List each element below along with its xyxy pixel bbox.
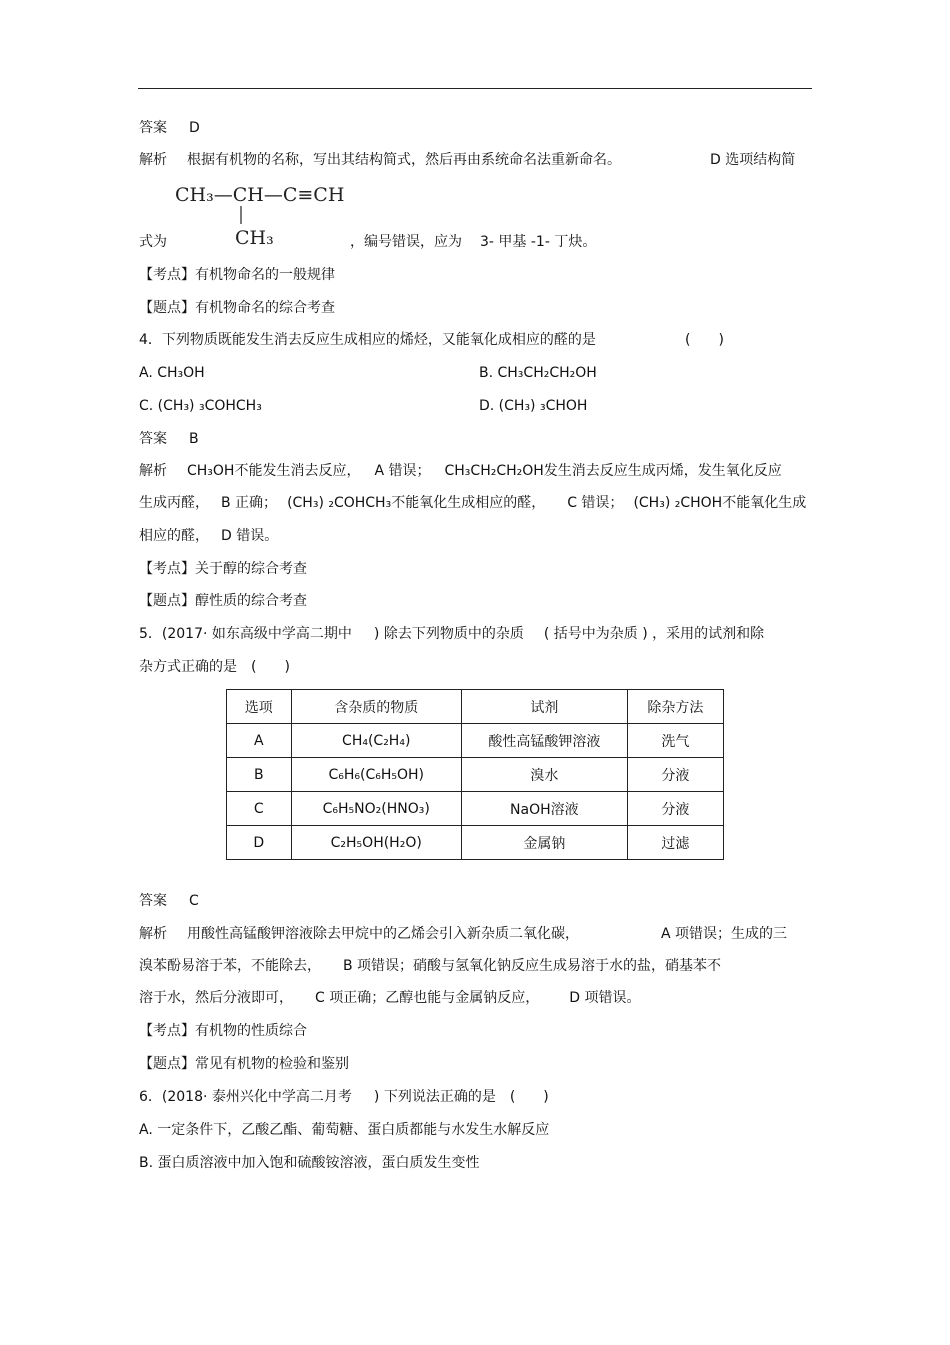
question-text-part: 5．(2017· 如东高级中学高二期中 <box>139 626 352 642</box>
table-cell: D <box>227 826 292 860</box>
table-cell: 分液 <box>627 792 723 826</box>
structure-branch: CH₃ <box>235 227 274 249</box>
question-text-part: ) 下列说法正确的是 <box>373 1089 496 1105</box>
answer-line <box>139 892 199 910</box>
table-row <box>227 758 724 792</box>
tidian-line: 【题点】醇性质的综合考查 <box>139 593 307 609</box>
table-cell: A <box>227 724 292 758</box>
tidian-line: 【题点】常见有机物的检验和鉴别 <box>139 1056 349 1072</box>
answer-bracket: ( ) <box>685 332 724 348</box>
structure-main-chain: CH₃—CH—C≡CH <box>175 184 345 206</box>
answer-value: C <box>189 893 199 909</box>
table-row <box>227 724 724 758</box>
kaodian-line: 【考点】关于醇的综合考查 <box>139 561 307 577</box>
table-cell: C₆H₅NO₂(HNO₃) <box>291 792 461 826</box>
answer-line <box>139 430 199 448</box>
analysis-text-part: (CH₃) ₂CHOH不能氧化生成 <box>633 495 807 511</box>
option-b: B. CH₃CH₂CH₂OH <box>479 365 597 381</box>
table-cell: 分液 <box>627 758 723 792</box>
answer-bracket: ( ) <box>509 1089 549 1105</box>
analysis-text-part: 3- 甲基 -1- 丁炔。 <box>480 234 597 250</box>
analysis-text-part: D 项错误。 <box>569 990 641 1006</box>
analysis-line <box>139 989 640 1007</box>
question-text-part: 6．(2018· 泰州兴化中学高二月考 <box>139 1089 352 1105</box>
analysis-text-part: 用酸性高锰酸钾溶液除去甲烷中的乙烯会引入新杂质二氧化碳， <box>187 926 579 942</box>
table-cell: 溴水 <box>461 758 627 792</box>
analysis-line <box>139 151 621 169</box>
table-cell: B <box>227 758 292 792</box>
question-stem <box>139 1088 549 1106</box>
structural-formula <box>175 180 350 250</box>
analysis-text-part: 相应的醛， <box>139 528 209 544</box>
analysis-text-part: C 错误； <box>567 495 624 511</box>
table-cell: 过滤 <box>627 826 723 860</box>
table-cell: C₂H₅OH(H₂O) <box>291 826 461 860</box>
table-header-cell: 选项 <box>227 690 292 724</box>
analysis-label: 解析 <box>139 463 167 479</box>
option-b: B. 蛋白质溶液中加入饱和硫酸铵溶液，蛋白质发生变性 <box>139 1155 480 1171</box>
analysis-text-part: B 正确； <box>221 495 278 511</box>
table-cell: C <box>227 792 292 826</box>
table-cell: 金属钠 <box>461 826 627 860</box>
analysis-text-part: B 项错误；硝酸与氢氧化钠反应生成易溶于水的盐，硝基苯不 <box>343 958 722 974</box>
analysis-line <box>139 925 579 943</box>
answer-bracket: ( ) <box>251 659 290 675</box>
answer-label: 答案 <box>139 120 167 136</box>
analysis-text: 根据有机物的名称，写出其结构简式，然后再由系统命名法重新命名。 <box>187 152 621 168</box>
answer-label: 答案 <box>139 893 167 909</box>
analysis-text-part: A 错误； <box>374 463 431 479</box>
analysis-text-part: 溴苯酚易溶于苯，不能除去， <box>139 958 321 974</box>
question-text-part: ( 括号中为杂质 ) ，采用的试剂和除 <box>543 626 765 642</box>
option-a: A. CH₃OH <box>139 365 205 381</box>
analysis-text <box>350 233 596 251</box>
table-cell: 酸性高锰酸钾溶液 <box>461 724 627 758</box>
analysis-label: 解析 <box>139 926 167 942</box>
analysis-text-end: D 选项结构简 <box>710 152 796 168</box>
table-row <box>227 792 724 826</box>
answer-label: 答案 <box>139 431 167 447</box>
analysis-text-part: D 错误。 <box>221 528 279 544</box>
table-header-cell: 试剂 <box>461 690 627 724</box>
analysis-text-part: CH₃CH₂CH₂OH发生消去反应生成丙烯，发生氧化反应 <box>444 463 782 479</box>
analysis-text-part: CH₃OH不能发生消去反应， <box>187 463 361 479</box>
analysis-text: 式为 <box>139 234 167 250</box>
analysis-line <box>139 233 167 251</box>
option-c: C. (CH₃) ₃COHCH₃ <box>139 398 262 414</box>
table-cell: 洗气 <box>627 724 723 758</box>
analysis-line <box>139 494 806 512</box>
analysis-text-part: C 项正确；乙醇也能与金属钠反应， <box>315 990 540 1006</box>
table-header-cell: 含杂质的物质 <box>291 690 461 724</box>
question-stem: 4．下列物质既能发生消去反应生成相应的烯烃，又能氧化成相应的醛的是 <box>139 332 596 348</box>
header-rule <box>138 88 812 89</box>
question-text-part: ) 除去下列物质中的杂质 <box>373 626 524 642</box>
analysis-text-part: 生成丙醛， <box>139 495 209 511</box>
answer-line <box>139 119 200 137</box>
answer-value: B <box>189 431 199 447</box>
table-cell: CH₄(C₂H₄) <box>291 724 461 758</box>
question-stem <box>139 658 290 676</box>
question-text-part: 杂方式正确的是 <box>139 659 237 675</box>
analysis-line <box>139 462 782 480</box>
tidian-line: 【题点】有机物命名的综合考查 <box>139 300 335 316</box>
analysis-line <box>139 957 721 975</box>
kaodian-line: 【考点】有机物的性质综合 <box>139 1023 307 1039</box>
table-cell: C₆H₆(C₆H₅OH) <box>291 758 461 792</box>
question-stem <box>139 625 764 643</box>
table-cell: NaOH溶液 <box>461 792 627 826</box>
options-table <box>226 689 724 860</box>
analysis-text-part: (CH₃) ₂COHCH₃不能氧化生成相应的醛， <box>287 495 546 511</box>
option-a: A. 一定条件下，乙酸乙酯、葡萄糖、蛋白质都能与水发生水解反应 <box>139 1122 550 1138</box>
analysis-text-part: 溶于水，然后分液即可， <box>139 990 293 1006</box>
table-header-cell: 除杂方法 <box>627 690 723 724</box>
table-header-row <box>227 690 724 724</box>
table-row <box>227 826 724 860</box>
answer-value: D <box>189 120 200 136</box>
analysis-text-part: ，编号错误，应为 <box>350 234 462 250</box>
analysis-label: 解析 <box>139 152 167 168</box>
analysis-line <box>139 527 278 545</box>
analysis-text-end: A 项错误；生成的三 <box>661 926 788 942</box>
option-d: D. (CH₃) ₃CHOH <box>479 398 588 414</box>
kaodian-line: 【考点】有机物命名的一般规律 <box>139 267 335 283</box>
